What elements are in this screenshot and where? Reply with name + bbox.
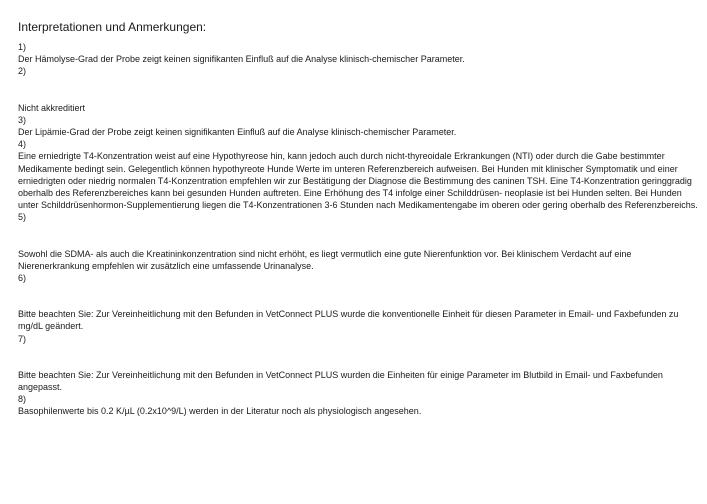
note-5 — [18, 248, 698, 285]
note-text: Der Hämolyse-Grad der Probe zeigt keinen signifikanten Einfluß auf die Analyse klinisch-chemischer Parameter. — [18, 54, 465, 65]
note-text: Bitte beachten Sie: Zur Vereinheitlichung mit den Befunden in VetConnect PLUS wurde die konventionelle Einheit für diesen Parameter in Email- und Faxbefunden zu mg/dL geändert. — [18, 309, 679, 332]
note-number: 3) — [18, 114, 27, 125]
spacer — [18, 224, 698, 248]
spacer — [18, 345, 698, 369]
note-number: 2) — [18, 66, 27, 77]
note-number: 4) — [18, 139, 27, 150]
note-text: Bitte beachten Sie: Zur Vereinheitlichung mit den Befunden in VetConnect PLUS wurden die Einheiten für einige Parameter im Blutbild in Email- und Faxbefunden angepasst. — [18, 369, 663, 393]
spacer — [18, 284, 698, 308]
spacer — [18, 78, 698, 102]
note-number: 7) — [18, 333, 27, 344]
note-1 — [18, 41, 698, 78]
note-7 — [18, 369, 698, 418]
note-text: Sowohl die SDMA- als auch die Kreatininkonzentration sind nicht erhöht, es liegt vermutlich eine gute Nierenfunktion vor. Bei klinischem Verdacht auf eine Nierenerkrankung empfehlen wir zusätzlich eine umfassende Urinanalyse. — [18, 248, 632, 271]
note-number: 8) — [18, 394, 27, 405]
note-number: 6) — [18, 273, 27, 284]
note-number: 1) — [18, 42, 27, 52]
note-text: Basophilenwerte bis 0.2 K/µL (0.2x10^9/L) werden in der Literatur noch als physiologisch angesehen. — [18, 406, 422, 417]
note-text: Eine erniedrigte T4-Konzentration weist auf eine Hypothyreose hin, kann jedoch auch durch nicht-thyreoidale Erkrankungen (NTI) oder durch die Gabe bestimmter Medikamente bedingt sein. Gelegentlich können hypothyreote Hunde Werte im unteren Referenzbereich aufweisen. Bei Hunden mit klinischer Symptomatik und einer erniedrigten oder niedrig normalen T4-Konzentration empfehlen wir zur Bestätigung der Diagnose die Bestimmung des caninen TSH. Eine T4-Konzentration geringgradig oberhalb des Referenzbereiches kann bei gesunden Hunden auftreten. Eine Erhöhung des T4 infolge einer Schilddrüsen- neoplasie ist bei Hunden selten. Bei Hunden unter Schilddrüsenhormon-Supplementierung liegen die T4-Konzentrationen 3-6 Stunden nach Medikamentengabe im oberen oder gering oberhalb des Referenzbereichs. — [18, 151, 698, 211]
note-6 — [18, 308, 698, 345]
note-number: 5) — [18, 212, 27, 223]
note-text: Der Lipämie-Grad der Probe zeigt keinen signifikanten Einfluß auf die Analyse klinisch-chemischer Parameter. — [18, 127, 457, 138]
document-page — [18, 20, 698, 418]
document-title: Interpretationen und Anmerkungen: — [18, 20, 207, 34]
note-2 — [18, 102, 698, 224]
note-text: Nicht akkreditiert — [18, 102, 86, 113]
